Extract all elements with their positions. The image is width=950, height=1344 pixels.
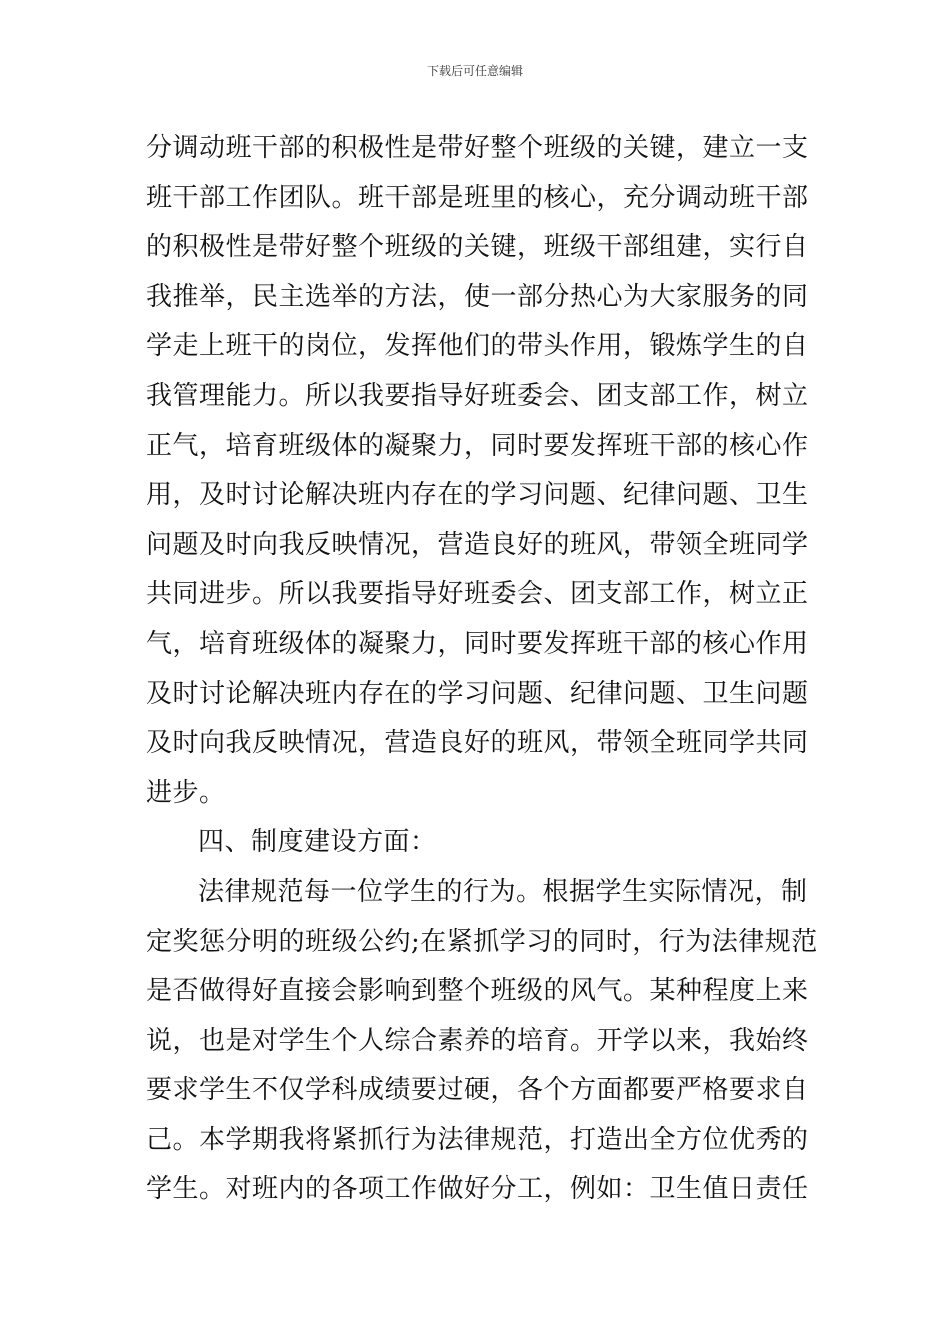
text-line: 我管理能力。所以我要指导好班委会、团支部工作，树立 — [146, 380, 809, 411]
text-line: 正气，培育班级体的凝聚力，同时要发挥班干部的核心作 — [146, 430, 809, 461]
section-heading: 四、制度建设方面： — [198, 827, 437, 858]
text-line: 用，及时讨论解决班内存在的学习问题、纪律问题、卫生 — [146, 480, 809, 511]
text-line: 气，培育班级体的凝聚力，同时要发挥班干部的核心作用 — [146, 628, 809, 659]
text-line: 定奖惩分明的班级公约;在紧抓学习的同时，行为法律规范 — [146, 926, 818, 957]
text-line: 班干部工作团队。班干部是班里的核心，充分调动班干部 — [146, 182, 809, 213]
text-line: 及时讨论解决班内存在的学习问题、纪律问题、卫生问题 — [146, 678, 809, 709]
text-line: 分调动班干部的积极性是带好整个班级的关键，建立一支 — [146, 133, 809, 163]
text-line: 的积极性是带好整个班级的关键，班级干部组建，实行自 — [146, 232, 809, 263]
text-line: 说，也是对学生个人综合素养的培育。开学以来，我始终 — [146, 1025, 809, 1056]
text-line: 法律规范每一位学生的行为。根据学生实际情况，制 — [198, 876, 808, 907]
text-line: 学走上班干的岗位，发挥他们的带头作用，锻炼学生的自 — [146, 331, 809, 362]
document-body — [146, 124, 818, 1215]
text-line: 问题及时向我反映情况，营造良好的班风，带领全班同学 — [146, 529, 809, 560]
text-line: 进步。 — [146, 777, 226, 808]
text-line: 我推举，民主选举的方法，使一部分热心为大家服务的同 — [146, 281, 809, 312]
text-line: 要求学生不仅学科成绩要过硬，各个方面都要严格要求自 — [146, 1075, 809, 1106]
text-line: 及时向我反映情况，营造良好的班风，带领全班同学共同 — [146, 728, 809, 759]
text-line: 是否做得好直接会影响到整个班级的风气。某种程度上来 — [146, 976, 809, 1007]
text-line: 学生。对班内的各项工作做好分工，例如：卫生值日责任 — [146, 1174, 809, 1205]
text-line: 己。本学期我将紧抓行为法律规范，打造出全方位优秀的 — [146, 1124, 809, 1155]
text-line: 共同进步。所以我要指导好班委会、团支部工作，树立正 — [146, 579, 809, 610]
page-header: 下载后可任意编辑 — [426, 64, 523, 78]
